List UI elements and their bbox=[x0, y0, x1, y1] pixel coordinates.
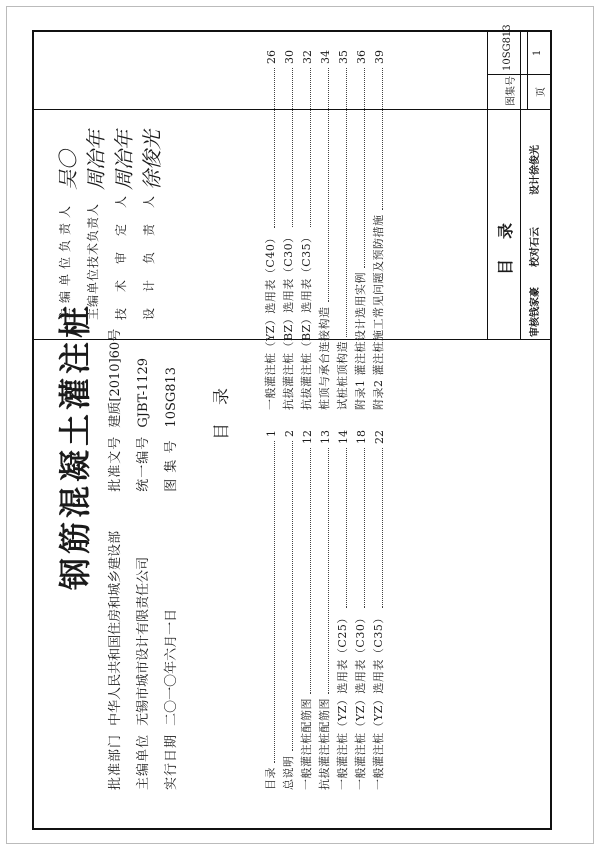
titleblock-line bbox=[487, 30, 488, 340]
info-value: GJBT-1129 bbox=[136, 357, 151, 428]
signature-reviewer: 周冶年 bbox=[112, 130, 136, 190]
toc-item[interactable] bbox=[334, 50, 350, 410]
info-value: 无锡市城市设计有限责任公司 bbox=[136, 556, 151, 726]
toc-item-title: 桩顶与承台连接构造 bbox=[318, 306, 331, 410]
toc-item-title: 附录2 灌注桩施工常见问题及预防措施 bbox=[372, 214, 385, 410]
info-label: 批准部门 bbox=[108, 733, 123, 790]
titleblock-designer: 设计徐俊光 bbox=[530, 145, 541, 195]
info-value: 中华人民共和国住房和城乡建设部 bbox=[108, 530, 123, 726]
signature-design-lead: 徐俊光 bbox=[140, 130, 164, 190]
toc-item-page: 22 bbox=[373, 430, 386, 444]
toc-item[interactable] bbox=[370, 430, 386, 790]
toc-item[interactable] bbox=[370, 50, 386, 410]
toc-item-title: 一般灌注桩（YZ）选用表（C30） bbox=[354, 612, 367, 790]
toc-leader bbox=[328, 448, 329, 694]
toc-item-page: 35 bbox=[337, 50, 350, 64]
toc-item-title: 一般灌注桩配筋图 bbox=[300, 698, 313, 790]
toc-leader bbox=[310, 448, 311, 694]
responsible-role: 主编单位负责人 bbox=[58, 200, 72, 320]
info-row-approval bbox=[104, 329, 123, 790]
info-value: 建质[2010]60号 bbox=[108, 328, 123, 428]
toc-item-page: 26 bbox=[265, 50, 278, 64]
toc-item[interactable] bbox=[262, 430, 278, 790]
titleblock-page-no: 1 bbox=[532, 49, 543, 56]
toc-leader bbox=[328, 68, 329, 303]
toc-leader bbox=[364, 448, 365, 608]
toc-item-title: 总说明 bbox=[282, 755, 295, 790]
toc-heading: 目录 bbox=[212, 370, 232, 440]
toc-leader bbox=[346, 68, 347, 337]
toc-item[interactable] bbox=[316, 50, 332, 410]
toc-item[interactable] bbox=[280, 50, 296, 410]
toc-leader bbox=[364, 68, 365, 268]
responsible-role: 技术审定人 bbox=[114, 179, 128, 320]
toc-item-page: 34 bbox=[319, 50, 332, 64]
info-row-editor bbox=[132, 358, 151, 790]
toc-item-page: 2 bbox=[283, 430, 296, 437]
toc-leader bbox=[274, 441, 275, 763]
info-row-date bbox=[160, 367, 179, 790]
responsible-role: 设计负责人 bbox=[142, 179, 156, 320]
toc-item-title: 目录 bbox=[264, 767, 277, 790]
toc-leader bbox=[310, 68, 311, 227]
toc-item-title: 一般灌注桩（YZ）选用表（C25） bbox=[336, 612, 349, 790]
toc-leader bbox=[346, 448, 347, 608]
titleblock-line bbox=[520, 30, 521, 340]
toc-item-page: 14 bbox=[337, 430, 350, 444]
info-label: 批准文号 bbox=[108, 435, 123, 492]
toc-leader bbox=[382, 68, 383, 211]
titleblock-sheet-name: 目录 bbox=[496, 202, 515, 275]
signature-chief-editor: 吴〇 bbox=[56, 150, 80, 190]
toc-leader bbox=[274, 68, 275, 228]
toc-item-page: 30 bbox=[283, 50, 296, 64]
toc-item-title: 一般灌注桩（YZ）选用表（C40） bbox=[264, 232, 277, 410]
toc-item[interactable] bbox=[298, 430, 314, 790]
toc-item-page: 12 bbox=[301, 430, 314, 444]
responsible-role: 主编单位技术负责人 bbox=[86, 202, 100, 320]
titleblock-proofreader: 校对石云 bbox=[530, 227, 541, 267]
toc-item-page: 32 bbox=[301, 50, 314, 64]
toc-item-page: 1 bbox=[265, 430, 278, 437]
info-value: 二〇一〇年六月一日 bbox=[164, 608, 179, 726]
info-label: 实行日期 bbox=[164, 733, 179, 790]
titleblock-review: 审核钱家豪 bbox=[530, 287, 541, 337]
info-label: 图 集 号 bbox=[164, 439, 179, 492]
toc-item-title: 抗拔灌注桩配筋图 bbox=[318, 698, 331, 790]
signature-tech-chief: 周冶年 bbox=[84, 130, 108, 190]
toc-item[interactable] bbox=[280, 430, 296, 790]
toc-leader bbox=[292, 441, 293, 752]
titleblock-page-label: 页 bbox=[536, 87, 547, 97]
titleblock-line bbox=[487, 109, 552, 110]
info-value: 10SG813 bbox=[164, 366, 179, 428]
toc-item-title: 抗拔灌注桩（BZ）选用表（C35） bbox=[300, 231, 313, 410]
toc-item-page: 13 bbox=[319, 430, 332, 444]
toc-item[interactable] bbox=[298, 50, 314, 410]
rotated-cover-sheet bbox=[32, 24, 552, 830]
toc-item[interactable] bbox=[334, 430, 350, 790]
titleblock-atlas-label: 图集号 bbox=[506, 76, 517, 106]
titleblock-line bbox=[487, 74, 552, 75]
info-label: 主编单位 bbox=[136, 733, 151, 790]
titleblock-atlas-no: 10SG813 bbox=[502, 24, 513, 71]
toc-item[interactable] bbox=[316, 430, 332, 790]
titleblock-line bbox=[527, 30, 528, 110]
info-label: 统一编号 bbox=[136, 435, 151, 492]
toc-item[interactable] bbox=[262, 50, 278, 410]
toc-item-title: 抗拔灌注桩（BZ）选用表（C30） bbox=[282, 231, 295, 410]
toc-item-title: 试桩桩顶构造 bbox=[336, 341, 349, 410]
toc-item-title: 一般灌注桩（YZ）选用表（C35） bbox=[372, 612, 385, 790]
toc-item-page: 36 bbox=[355, 50, 368, 64]
toc-item-title: 附录1 灌注桩设计选用实例 bbox=[354, 272, 367, 410]
toc-leader bbox=[382, 448, 383, 608]
toc-item-page: 39 bbox=[373, 50, 386, 64]
toc-item-page: 18 bbox=[355, 430, 368, 444]
toc-item[interactable] bbox=[352, 430, 368, 790]
toc-item[interactable] bbox=[352, 50, 368, 410]
toc-leader bbox=[292, 68, 293, 227]
page-title: 钢筋混凝土灌注桩 bbox=[56, 301, 94, 590]
